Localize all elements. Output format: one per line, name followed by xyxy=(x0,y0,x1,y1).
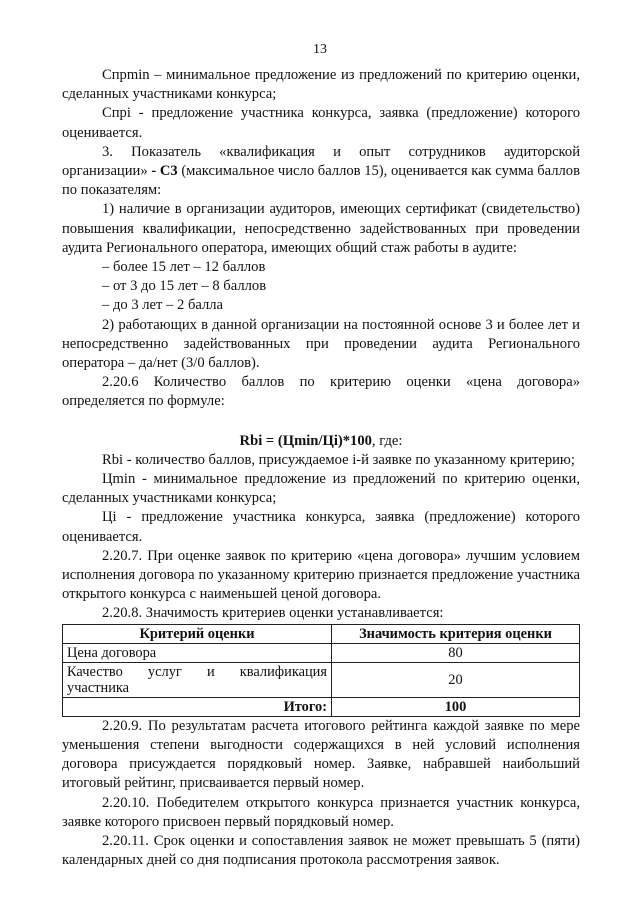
item-3-rest: (максимальное число баллов 15), оценивается как сумма баллов по показателям: xyxy=(62,163,580,199)
paragraph-2-20-9: 2.20.9. По результатам расчета итогового рейтинга каждой заявке по мере уменьшения степени выгодности содержащихся в ней условий исполнения договора присуждается порядковый номер. Заявке, набравшей наибольший итоговый рейтинг, присваивается первый номер. xyxy=(62,717,580,792)
sub-item-1: 1) наличие в организации аудиторов, имеющих сертификат (свидетельство) повышения квалификации, непосредственно задействованных при проведении аудита Регионального оператора, имеющих общий стаж работы в аудите: xyxy=(62,201,580,256)
definition-cprmin: Cпрmin – минимальное предложение из предложений по критерию оценки, сделанных участниками конкурса; xyxy=(62,67,580,103)
table-row xyxy=(63,662,580,697)
header-criterion: Критерий оценки xyxy=(63,624,332,643)
definition-ci: Цi - предложение участника конкурса, заявка (предложение) которого оценивается. xyxy=(62,509,580,545)
header-significance: Значимость критерия оценки xyxy=(332,624,580,643)
paragraph-2-20-11: 2.20.11. Срок оценки и сопоставления заявок не может превышать 5 (пяти) календарных дней со дня подписания протокола рассмотрения заявок. xyxy=(62,832,580,869)
dash-item: – от 3 до 15 лет – 8 баллов xyxy=(102,278,267,295)
formula xyxy=(62,432,580,451)
item-3 xyxy=(62,143,580,201)
row-name xyxy=(63,662,332,697)
row-name-line1: Качество услуг и квалификация xyxy=(67,663,327,680)
item-3-code: - С3 xyxy=(151,163,178,180)
formula-expression: Rbi = (Цmin/Цi)*100 xyxy=(239,432,372,449)
total-value: 100 xyxy=(332,697,580,716)
document-body xyxy=(62,66,580,870)
paragraph-2-20-10: 2.20.10. Победителем открытого конкурса признается участник конкурса, заявке которого присвоен первый порядковый номер. xyxy=(62,794,580,830)
total-label: Итого: xyxy=(63,697,332,716)
definition-cpri: Cпрi - предложение участника конкурса, заявка (предложение) которого оценивается. xyxy=(62,105,580,141)
dash-item: – до 3 лет – 2 балла xyxy=(102,297,224,314)
definition-cmin: Цmin - минимальное предложение из предложений по критерию оценки, сделанных участниками конкурса; xyxy=(62,471,580,507)
dash-item: – более 15 лет – 12 баллов xyxy=(102,259,266,276)
row-value: 80 xyxy=(332,643,580,662)
paragraph-2-20-8: 2.20.8. Значимость критериев оценки устанавливается: xyxy=(102,605,444,622)
row-name: Цена договора xyxy=(63,643,332,662)
item-3-start: 3. Показатель «квалификация и опыт сотрудников аудиторской организации» xyxy=(62,143,580,180)
criteria-table xyxy=(62,624,580,717)
sub-item-2: 2) работающих в данной организации на постоянной основе 3 и более лет и непосредственно задействованных при проведении аудита Регионального оператора – да/нет (3/0 баллов). xyxy=(62,316,580,372)
page-number: 13 xyxy=(313,42,327,57)
table-total-row xyxy=(63,697,580,716)
formula-tail: , где: xyxy=(371,432,403,449)
table-header-row xyxy=(63,624,580,643)
row-name-line2: участника xyxy=(67,679,130,696)
paragraph-2-20-6: 2.20.6 Количество баллов по критерию оценки «цена договора» определяется по формуле: xyxy=(62,374,580,410)
paragraph-2-20-7: 2.20.7. При оценке заявок по критерию «цена договора» лучшим условием исполнения договора по указанному критерию признается предложение участника открытого конкурса с наименьшей ценой договора. xyxy=(62,547,580,603)
table-row xyxy=(63,643,580,662)
definition-rbi: Rbi - количество баллов, присуждаемое i-й заявке по указанному критерию; xyxy=(102,451,575,468)
row-value: 20 xyxy=(332,662,580,697)
